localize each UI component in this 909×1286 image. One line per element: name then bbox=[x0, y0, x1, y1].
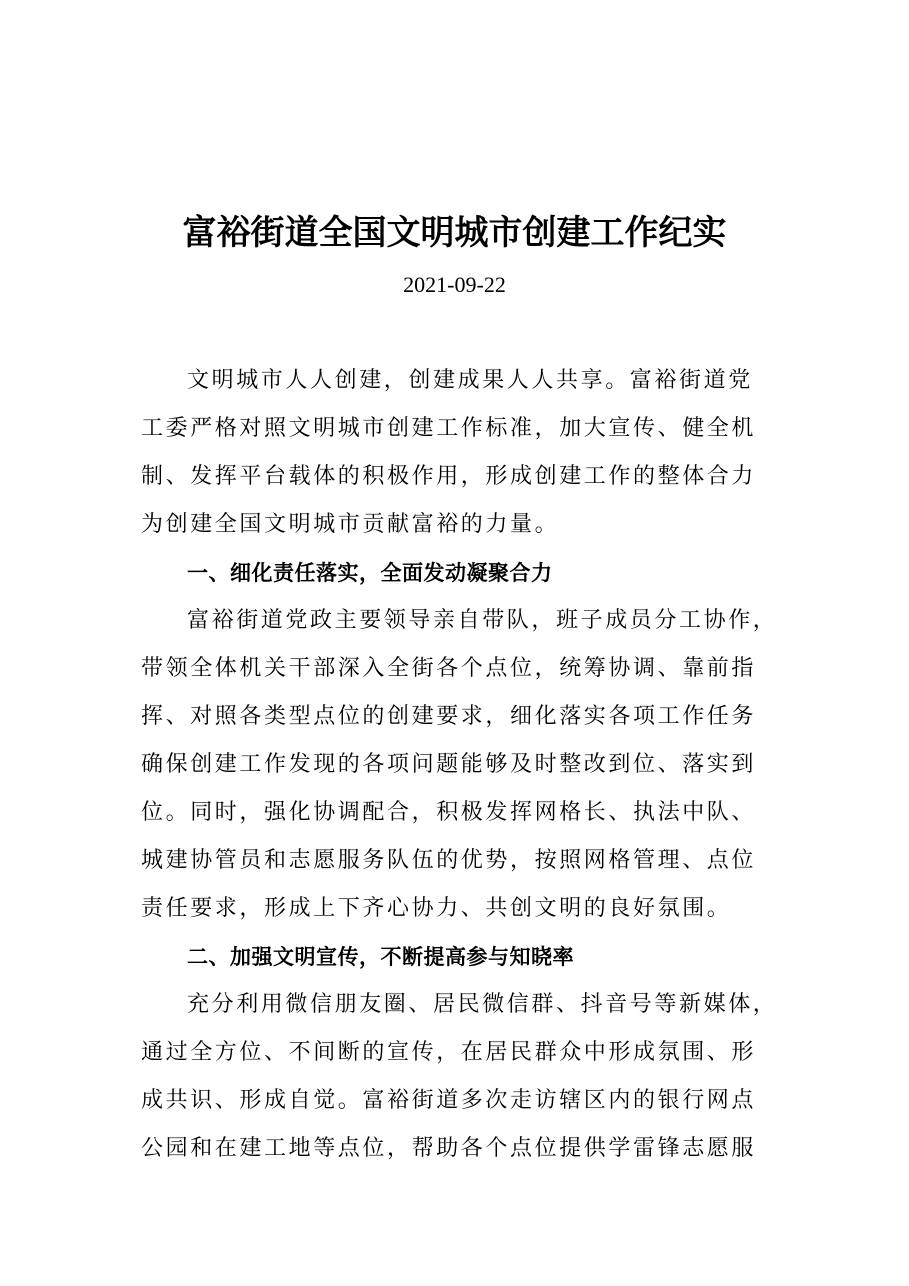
paragraph-line: 为创建全国文明城市贡献富裕的力量。 bbox=[141, 512, 560, 537]
paragraph-line: 成共识、形成自觉。富裕街道多次走访辖区内的银行网点 bbox=[141, 1088, 757, 1113]
paragraph-line: 工委严格对照文明城市创建工作标准，加大宣传、健全机 bbox=[141, 416, 757, 441]
document-body bbox=[141, 357, 781, 1173]
document-title: 富裕街道全国文明城市创建工作纪实 bbox=[182, 213, 727, 253]
paragraph-line: 公园和在建工地等点位，帮助各个点位提供学雷锋志愿服 bbox=[141, 1136, 757, 1161]
paragraph-line: 富裕街道党政主要领导亲自带队，班子成员分工协作， bbox=[187, 608, 778, 633]
paragraph-line: 责任要求，形成上下齐心协力、共创文明的良好氛围。 bbox=[141, 896, 732, 921]
paragraph-line: 城建协管员和志愿服务队伍的优势，按照网格管理、点位 bbox=[141, 848, 757, 873]
paragraph-line: 制、发挥平台载体的积极作用，形成创建工作的整体合力 bbox=[141, 464, 757, 489]
paragraph-line: 通过全方位、不间断的宣传，在居民群众中形成氛围、形 bbox=[141, 1040, 757, 1065]
paragraph-line: 带领全体机关干部深入全街各个点位，统筹协调、靠前指 bbox=[141, 656, 757, 681]
section-heading: 二、加强文明宣传，不断提高参与知晓率 bbox=[187, 945, 574, 969]
paragraph-line: 文明城市人人创建，创建成果人人共享。富裕街道党 bbox=[187, 368, 753, 393]
paragraph-line: 确保创建工作发现的各项问题能够及时整改到位、落实到 bbox=[141, 752, 757, 777]
section-heading: 一、细化责任落实，全面发动凝聚合力 bbox=[187, 561, 553, 585]
paragraph-line: 位。同时，强化协调配合，积极发挥网格长、执法中队、 bbox=[141, 800, 757, 825]
paragraph-line: 充分利用微信朋友圈、居民微信群、抖音号等新媒体， bbox=[187, 992, 778, 1017]
document-date: 2021-09-22 bbox=[403, 272, 506, 297]
paragraph-line: 挥、对照各类型点位的创建要求，细化落实各项工作任务 bbox=[141, 704, 757, 729]
